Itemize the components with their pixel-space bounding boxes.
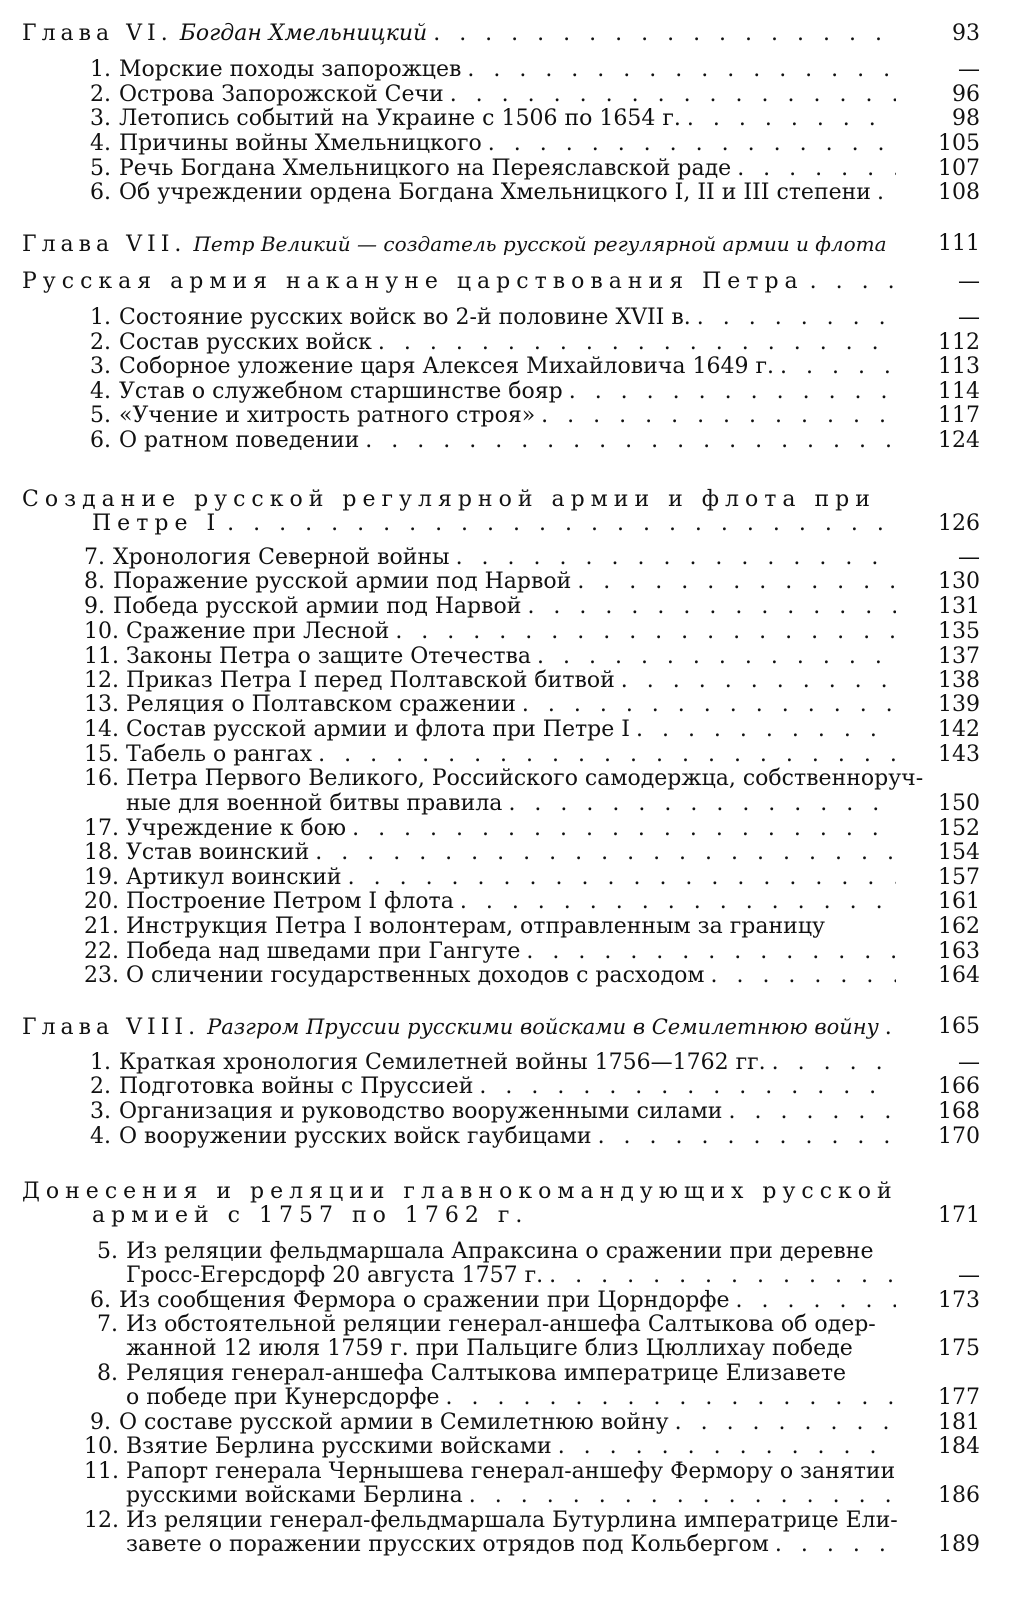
item-title: Рапорт генерала Чернышева генерал-аншефу Фермору о занятии: [126, 1459, 896, 1484]
page-number: 130: [938, 569, 980, 594]
page-number: 114: [938, 379, 980, 404]
item-title-cont: о победе при Кунерсдорфе: [126, 1385, 440, 1410]
item-title: О сличении государственных доходов с расходом: [126, 963, 705, 988]
item-number: 4.: [90, 1124, 111, 1149]
list-item: [90, 181, 902, 205]
item-number: 6.: [90, 428, 111, 453]
leader-dots: [318, 743, 896, 767]
item-number: 9.: [84, 594, 105, 619]
leader-dots: [810, 270, 896, 294]
page-number: 139: [938, 692, 980, 717]
item-title: Реляция генерал-аншефа Салтыкова императрице Елизавете: [126, 1361, 847, 1386]
page-number: 171: [938, 1203, 980, 1228]
item-number: 3.: [90, 106, 111, 131]
item-title-cont: Гросс-Егерсдорф 20 августа 1757 г.: [126, 1263, 544, 1288]
leader-dots: [526, 940, 896, 964]
item-title: «Учение и хитрость ратного строя»: [119, 403, 536, 428]
item-title: Построение Петром I флота: [126, 889, 454, 914]
leader-dots: [577, 570, 896, 594]
list-item: [90, 157, 902, 181]
page-number: 166: [938, 1074, 980, 1099]
list-item: [90, 380, 902, 404]
page-number: —: [958, 57, 980, 82]
page-number: 107: [938, 156, 980, 181]
item-title: Устав о служебном старшинстве бояр: [119, 379, 563, 404]
item-number: 5.: [97, 1239, 118, 1264]
leader-dots: [537, 645, 896, 669]
item-title: Состав русской армии и флота при Петре I: [126, 717, 630, 742]
leader-dots: [697, 306, 896, 330]
item-title: Поражение русской армии под Нарвой: [113, 569, 572, 594]
leader-dots: [621, 669, 896, 693]
chapter-title: Разгром Пруссии русскими войсками в Семилетнюю войну: [207, 1015, 879, 1039]
chapter-label: Глава VI.: [22, 21, 173, 46]
item-number: 18.: [84, 840, 119, 865]
item-title-cont: завете о поражении прусских отрядов под Кольбергом: [126, 1532, 769, 1557]
page-number: 162: [938, 914, 980, 939]
section-heading: [92, 1204, 902, 1228]
page-number: 131: [938, 594, 980, 619]
page-number: 142: [938, 717, 980, 742]
page-number: 189: [938, 1532, 980, 1557]
leader-dots: [446, 1386, 896, 1410]
item-number: 7.: [84, 545, 105, 570]
item-title: Сражение при Лесной: [126, 619, 390, 644]
list-item: [90, 306, 902, 330]
leader-dots: [772, 1051, 896, 1075]
chapter-heading: [22, 1015, 902, 1040]
item-title: Причины войны Хмельницкого: [119, 131, 482, 156]
leader-dots: [365, 429, 896, 453]
list-item: [84, 1509, 898, 1533]
item-title: Хронология Северной войны: [113, 545, 450, 570]
leader-dots: [395, 620, 896, 644]
leader-dots: [467, 58, 896, 82]
item-number: 1.: [90, 1050, 111, 1075]
page-number: 108: [938, 180, 980, 205]
item-title: Победа русской армии под Нарвой: [113, 594, 522, 619]
list-item: [90, 1125, 902, 1149]
item-title: Приказ Петра I перед Полтавской битвой: [126, 668, 615, 693]
page-number: —: [958, 269, 980, 294]
page-number: 111: [938, 231, 980, 256]
list-item: [84, 841, 902, 865]
leader-dots: [456, 546, 896, 570]
chapter-heading: [22, 22, 902, 46]
list-item: [90, 1411, 902, 1435]
item-number: 14.: [84, 717, 119, 742]
item-title: Взятие Берлина русскими войсками: [126, 1434, 552, 1459]
item-title: Морские походы запорожцев: [119, 57, 462, 82]
item-number: 1.: [90, 305, 111, 330]
section-title: Создание русской регулярной армии и флота при: [22, 487, 876, 512]
leader-dots: [710, 964, 896, 988]
list-item: [90, 429, 902, 453]
list-item: [84, 817, 902, 841]
page-number: 112: [938, 330, 980, 355]
item-title: Краткая хронология Семилетней войны 1756—1762 гг.: [119, 1050, 766, 1075]
leader-dots: [227, 512, 896, 536]
page-number: 117: [938, 403, 980, 428]
item-number: 4.: [90, 131, 111, 156]
page-number: 154: [938, 840, 980, 865]
page-number: 168: [938, 1099, 980, 1124]
item-title: Подготовка войны с Пруссией: [119, 1074, 474, 1099]
item-title: Из сообщения Фермора о сражении при Цорндорфе: [119, 1288, 730, 1313]
list-item: [90, 132, 902, 156]
item-number: 23.: [84, 963, 119, 988]
leader-dots: [450, 83, 896, 107]
page-number: 105: [938, 131, 980, 156]
item-number: 16.: [84, 766, 119, 791]
item-number: 5.: [90, 156, 111, 181]
list-item: [84, 669, 902, 693]
page-number: 163: [938, 939, 980, 964]
item-number: 15.: [84, 742, 119, 767]
page-number: —: [958, 305, 980, 330]
leader-dots: [527, 595, 896, 619]
page-number: 165: [938, 1014, 980, 1039]
page-number: —: [958, 1263, 980, 1288]
page-number: 150: [938, 791, 980, 816]
item-title: Организация и руководство вооруженными силами: [119, 1099, 723, 1124]
item-title-cont: ные для военной битвы правила: [126, 791, 503, 816]
leader-dots: [488, 132, 896, 156]
list-item: [90, 1362, 846, 1386]
item-number: 11.: [84, 1459, 119, 1484]
item-title: О ратном поведении: [119, 428, 360, 453]
page-number: 186: [938, 1483, 980, 1508]
page-number: 157: [938, 865, 980, 890]
item-number: 10.: [84, 1434, 119, 1459]
leader-dots: [315, 841, 896, 865]
page-number: 96: [952, 82, 980, 107]
list-item: [84, 940, 902, 964]
list-item: [90, 1051, 902, 1075]
item-number: 2.: [90, 82, 111, 107]
item-title: Летопись событий на Украине с 1506 по 1654 г.: [119, 106, 681, 131]
leader-dots: [675, 1411, 896, 1435]
list-item: [84, 570, 902, 594]
page-number: 164: [938, 963, 980, 988]
item-title-cont: русскими войсками Берлина: [126, 1483, 463, 1508]
leader-dots: [460, 890, 896, 914]
list-item-cont: [126, 1337, 902, 1361]
list-item: [84, 645, 902, 669]
list-item-cont: [126, 1533, 902, 1557]
page-number: 177: [938, 1385, 980, 1410]
item-title: Речь Богдана Хмельницкого на Переяславской раде: [119, 156, 732, 181]
section-title-cont: Петре I: [92, 511, 222, 536]
leader-dots: [352, 817, 896, 841]
page-number: 173: [938, 1288, 980, 1313]
item-title: Устав воинский: [126, 840, 310, 865]
list-item: [84, 890, 902, 914]
item-number: 7.: [97, 1312, 118, 1337]
leader-dots: [877, 181, 896, 205]
item-title: Артикул воинский: [126, 865, 342, 890]
page-number: 93: [952, 21, 980, 46]
item-number: 12.: [84, 1508, 119, 1533]
leader-dots: [775, 1533, 896, 1557]
list-item: [90, 1100, 902, 1124]
page-number: 124: [938, 428, 980, 453]
item-number: 1.: [90, 57, 111, 82]
list-item: [84, 1435, 902, 1459]
item-number: 19.: [84, 865, 119, 890]
page-number: —: [958, 545, 980, 570]
item-number: 12.: [84, 668, 119, 693]
item-title: Табель о рангах: [126, 742, 313, 767]
item-title: Инструкция Петра I волонтерам, отправленным за границу: [126, 914, 825, 939]
item-title: Реляция о Полтавском сражении: [126, 692, 516, 717]
page-number: 126: [938, 511, 980, 536]
item-number: 8.: [84, 569, 105, 594]
item-number: 3.: [90, 1099, 111, 1124]
leader-dots: [737, 157, 896, 181]
list-item: [90, 331, 902, 355]
leader-dots: [885, 1016, 896, 1040]
item-number: 20.: [84, 889, 119, 914]
page-number: 181: [938, 1410, 980, 1435]
chapter-heading: [22, 232, 917, 257]
item-title: Из реляции фельдмаршала Апраксина о сражении при деревне: [126, 1239, 874, 1264]
leader-dots: [569, 380, 896, 404]
item-title-cont: жанной 12 июля 1759 г. при Пальциге близ Цюллихау победе: [126, 1336, 853, 1361]
item-number: 13.: [84, 692, 119, 717]
page-number: 152: [938, 816, 980, 841]
leader-dots: [479, 1075, 896, 1099]
chapter-title: Богдан Хмельницкий: [179, 21, 428, 46]
chapter-label: Глава VII.: [22, 232, 187, 257]
item-number: 8.: [97, 1361, 118, 1386]
item-title: Острова Запорожской Сечи: [119, 82, 444, 107]
list-item: [90, 1075, 902, 1099]
page-number: 135: [938, 619, 980, 644]
page-number: 113: [938, 354, 980, 379]
list-item: [90, 83, 902, 107]
page-number: 137: [938, 644, 980, 669]
leader-dots: [728, 1100, 896, 1124]
leader-dots: [549, 1264, 896, 1288]
leader-dots: [541, 404, 896, 428]
list-item: [84, 620, 902, 644]
leader-dots: [433, 22, 896, 46]
list-item: [84, 767, 923, 791]
list-item: [90, 58, 902, 82]
item-number: 6.: [90, 180, 111, 205]
item-number: 9.: [90, 1410, 111, 1435]
chapter-title: Петр Великий — создатель русской регулярной армии и флота: [193, 232, 887, 256]
list-item: [90, 1240, 873, 1264]
item-title: О вооружении русских войск гаубицами: [119, 1124, 592, 1149]
leader-dots: [636, 718, 896, 742]
list-item-cont: [126, 1386, 902, 1410]
item-number: 11.: [84, 644, 119, 669]
chapter-label: Глава VIII.: [22, 1015, 201, 1040]
page-number: 98: [952, 106, 980, 131]
page-number: 184: [938, 1434, 980, 1459]
page-number: 175: [938, 1336, 980, 1361]
section-title: Донесения и реляции главнокомандующих русской: [22, 1179, 898, 1204]
list-item: [90, 355, 902, 379]
leader-dots: [348, 866, 896, 890]
leader-dots: [558, 1435, 896, 1459]
item-number: 4.: [90, 379, 111, 404]
item-number: 17.: [84, 816, 119, 841]
list-item: [84, 718, 902, 742]
item-number: 3.: [90, 354, 111, 379]
item-number: 2.: [90, 1074, 111, 1099]
leader-dots: [736, 1289, 896, 1313]
item-title: Победа над шведами при Гангуте: [126, 939, 521, 964]
list-item: [84, 693, 902, 717]
list-item: [84, 743, 902, 767]
leader-dots: [598, 1125, 896, 1149]
item-number: 21.: [84, 914, 119, 939]
item-number: 10.: [84, 619, 119, 644]
item-title: Состояние русских войск во 2-й половине XVII в.: [119, 305, 691, 330]
item-number: 22.: [84, 939, 119, 964]
item-title: Петра Первого Великого, Российского самодержца, собственноруч-: [126, 766, 924, 791]
list-item: [84, 915, 902, 939]
leader-dots: [687, 107, 896, 131]
item-number: 2.: [90, 330, 111, 355]
item-title: О составе русской армии в Семилетнюю войну: [119, 1410, 669, 1435]
page-number: 138: [938, 668, 980, 693]
page-number: 161: [938, 889, 980, 914]
list-item: [90, 1289, 902, 1313]
list-item-cont: [126, 1484, 902, 1508]
list-item: [84, 546, 902, 570]
item-number: 5.: [90, 403, 111, 428]
section-heading: [22, 270, 902, 294]
item-title: Из реляции генерал-фельдмаршала Бутурлина императрице Ели-: [126, 1508, 898, 1533]
list-item: [84, 1460, 895, 1484]
item-title: Учреждение к бою: [126, 816, 347, 841]
list-item: [84, 595, 902, 619]
page-number: 170: [938, 1124, 980, 1149]
page-number: —: [958, 1050, 980, 1075]
item-title: Законы Петра о защите Отечества: [126, 644, 531, 669]
list-item: [84, 964, 902, 988]
item-title: Соборное уложение царя Алексея Михайловича 1649 г.: [119, 354, 774, 379]
list-item: [84, 866, 902, 890]
item-title: Об учреждении ордена Богдана Хмельницкого I, II и III степени: [119, 180, 871, 205]
list-item-cont: [126, 792, 902, 816]
item-title: Из обстоятельной реляции генерал-аншефа Салтыкова об одер-: [126, 1312, 876, 1337]
section-title: Русская армия накануне царствования Петра: [22, 269, 804, 294]
item-title: Состав русских войск: [119, 330, 372, 355]
leader-dots: [522, 693, 896, 717]
leader-dots: [378, 331, 896, 355]
section-heading: [92, 512, 902, 536]
item-number: 6.: [90, 1288, 111, 1313]
page-number: 143: [938, 742, 980, 767]
leader-dots: [469, 1484, 896, 1508]
leader-dots: [780, 355, 896, 379]
list-item: [90, 404, 902, 428]
list-item: [90, 1313, 876, 1337]
leader-dots: [508, 792, 896, 816]
list-item: [90, 107, 902, 131]
list-item-cont: [126, 1264, 902, 1288]
section-title-cont: армией с 1757 по 1762 г.: [92, 1203, 529, 1228]
